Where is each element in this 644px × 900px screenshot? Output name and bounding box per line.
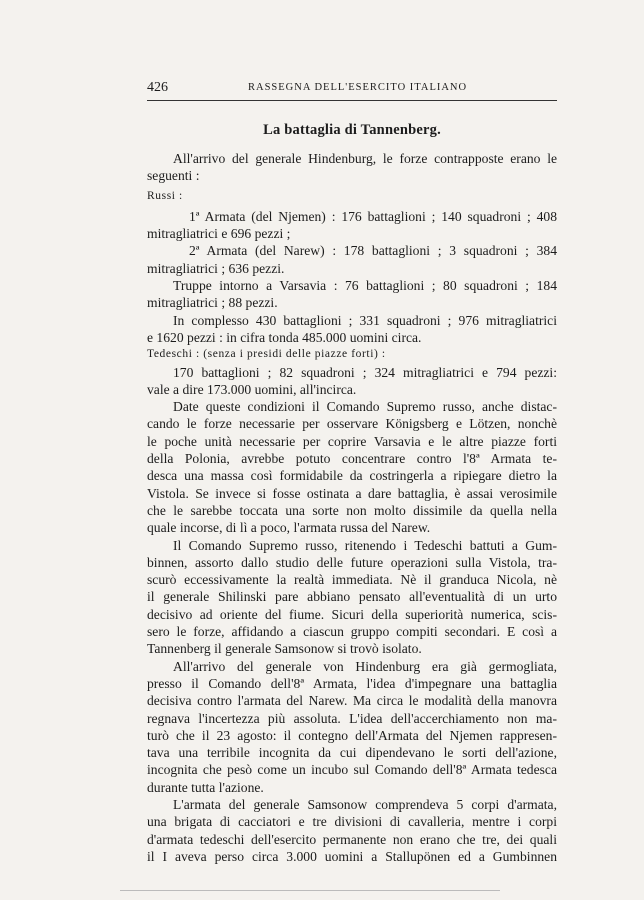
text-line: sero le forze, affidando a ciascun gruppo compiti secondari. E così a xyxy=(147,624,557,640)
article-title: La battaglia di Tannenberg. xyxy=(263,122,441,138)
text-line: desca una massa così formidabile da costringerla a ripiegare dietro la xyxy=(147,468,557,484)
text-line: le poche unità necessarie per coprire Varsavia e le altre piazze forti xyxy=(147,433,557,449)
text-line: 170 battaglioni ; 82 squadroni ; 324 mitragliatrici e 794 pezzi: xyxy=(173,364,557,380)
text-line: vale a dire 173.000 uomini, all'incirca. xyxy=(147,381,357,397)
text-line: mitragliatrici ; 636 pezzi. xyxy=(147,260,285,276)
text-line: decisivo ad oriente del fiume. Sicuri della superiorità numerica, scis- xyxy=(147,606,557,622)
bottom-rule xyxy=(120,890,500,891)
text-line: seguenti : xyxy=(147,168,200,184)
text-line: che le sarebbe toccata una sorte non molto dissimile da quella nella xyxy=(147,502,557,518)
text-line: mitragliatrici ; 88 pezzi. xyxy=(147,295,278,311)
text-line: Date queste condizioni il Comando Supremo russo, anche distac- xyxy=(173,399,557,415)
text-line: All'arrivo del generale Hindenburg, le forze contrapposte erano le xyxy=(173,151,557,166)
text-line: tava una terribile incognita da cui dipendevano le sorti dell'azione, xyxy=(147,745,557,761)
text-line: il generale Shilinski pare abbiano pensato all'eventualità di un urto xyxy=(147,589,557,605)
text-line: una brigata di cacciatori e tre divisioni di cavalleria, mentre i corpi xyxy=(147,814,557,830)
text-line: Vistola. Se invece si fosse ostinata a dare battaglia, è assai verosimile xyxy=(147,485,557,501)
text-line: regnava l'incertezza più assoluta. L'idea dell'accerchiamento non ma- xyxy=(147,710,557,726)
text-line: e 1620 pezzi : in cifra tonda 485.000 uomini circa. xyxy=(147,329,422,345)
text-line: presso il Comando dell'8ª Armata, l'idea d'impegnare una battaglia xyxy=(147,675,557,691)
header-rule xyxy=(147,100,557,101)
text-line: decisiva contro l'armata del Narew. Ma circa le modalità della manovra xyxy=(147,693,557,709)
text-line: cando le forze necessarie per osservare Königsberg e Lötzen, nonchè xyxy=(147,416,557,432)
text-line: 2ª Armata (del Narew) : 178 battaglioni ; 3 squadroni ; 384 xyxy=(189,243,557,259)
section-label-russi: Russi : xyxy=(147,189,183,202)
text-line: turò che il 23 agosto: il contegno dell'Armata del Njemen rappresen- xyxy=(147,727,557,743)
running-head: RASSEGNA DELL'ESERCITO ITALIANO xyxy=(248,82,468,93)
text-line: Tannenberg il generale Samsonow si trovò isolato. xyxy=(147,641,422,657)
text-line: In complesso 430 battaglioni ; 331 squadroni ; 976 mitragliatrici xyxy=(173,312,557,328)
article-body xyxy=(147,150,557,865)
text-line: L'armata del generale Samsonow comprendeva 5 corpi d'armata, xyxy=(173,796,557,812)
text-line: incognita che pesò come un incubo sul Comando dell'8ª Armata tedesca xyxy=(147,762,557,778)
text-line: All'arrivo del generale von Hindenburg era già germogliata, xyxy=(173,658,557,674)
text-line: della Polonia, avrebbe potuto concentrare contro l'8ª Armata te- xyxy=(147,451,557,467)
text-line: il I aveva perso circa 3.000 uomini a Stallupönen ed a Gumbinnen xyxy=(147,848,557,864)
page-number: 426 xyxy=(147,80,168,95)
text-line: binnen, assorto dallo studio delle future operazioni sulla Vistola, tra- xyxy=(147,554,557,570)
text-line: mitragliatrici e 696 pezzi ; xyxy=(147,226,291,242)
text-line: quale incorse, di lì a poco, l'armata russa del Narew. xyxy=(147,520,431,536)
section-label-tedeschi: Tedeschi : (senza i presidi delle piazze forti) : xyxy=(147,348,386,361)
text-line: durante tutta l'azione. xyxy=(147,779,264,795)
text-line: scurò eccessivamente la realtà immediata. Nè il granduca Nicola, nè xyxy=(147,572,557,588)
text-line: Truppe intorno a Varsavia : 76 battaglioni ; 80 squadroni ; 184 xyxy=(173,278,557,294)
text-line: Il Comando Supremo russo, ritenendo i Tedeschi battuti a Gum- xyxy=(173,537,557,553)
text-line: d'armata tedeschi dell'esercito permanente non erano che tre, dei quali xyxy=(147,831,557,847)
text-line: 1ª Armata (del Njemen) : 176 battaglioni ; 140 squadroni ; 408 xyxy=(189,208,557,224)
